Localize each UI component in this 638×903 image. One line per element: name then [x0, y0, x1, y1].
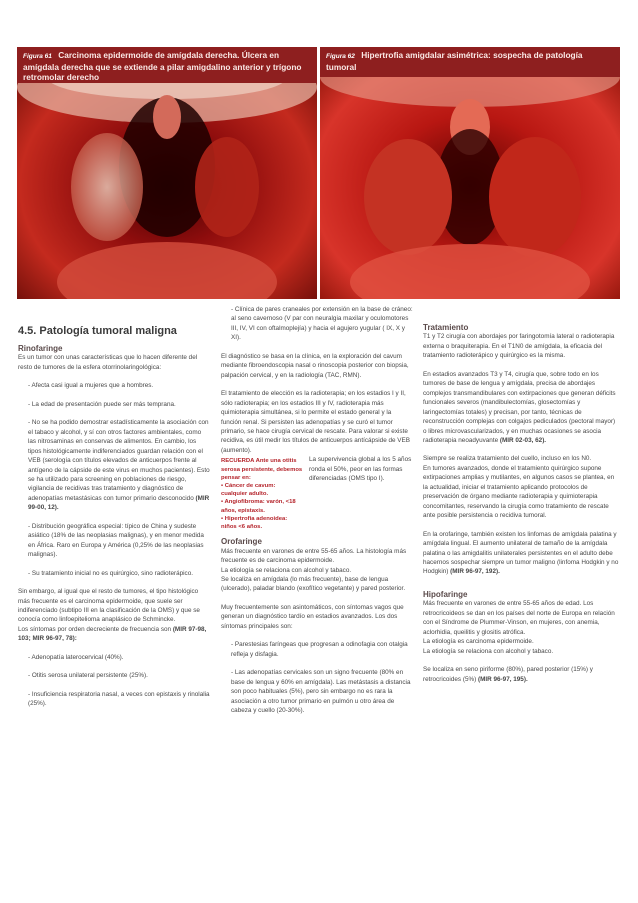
paragraph: Siempre se realiza tratamiento del cuello, incluso en los N0. — [423, 455, 592, 463]
figure-62-caption — [320, 50, 620, 72]
paragraph: Muy frecuentemente son asintomáticos, con síntomas vagos que generan un diagnóstico tardío en estadios avanzados. Los dos síntomas principales son: — [221, 603, 404, 630]
paragraph-text: En la orofaringe, también existen los linfomas de amígdala palatina y amígdala lingual. El aumento unilateral de tamaño de la amígdala palatina o las amigdalitis unilaterales persistentes en el adulto debe hacernos sospechar siempre un tumor maligno (linfoma Hodgkin y no Hodgkin) — [423, 530, 619, 576]
paragraph: La etiología se relaciona con alcohol y tabaco. — [221, 566, 352, 574]
bullet-item: - Parestesias faríngeas que progresan a odinofagia con otalgia refleja y disfagia. — [231, 641, 408, 658]
subheading-rinofaringe: Rinofaringe — [18, 344, 63, 353]
paragraph: En tumores avanzados, donde el tratamiento quirúrgico supone extirpaciones amplias y mutilantes, en algunos casos se plantea, en la actualidad, iniciar el tratamiento aplicando protocolos de preservación de órgano mediante radioterapia y quimioterapia concomitantes, reservando la cirugía como tratamiento de rescate ante posible persistencia o recidiva tumoral. — [423, 464, 615, 520]
subheading-orofaringe: Orofaringe — [221, 537, 262, 547]
column-3 — [423, 305, 619, 684]
paragraph: Sin embargo, al igual que el resto de tumores, el tipo histológico más frecuente es el carcinoma epidermoide, que suele ser indiferenciado (subtipo III en la clasificación de la OMS) y que se conocía como linfoepitelioma anaplásico de Schmincke. — [18, 588, 200, 624]
recuerda-box — [221, 457, 303, 531]
mir-reference: (MIR 96-97, 195). — [478, 675, 528, 683]
paragraph: Más frecuente en varones de entre 55-65 años. La histología más frecuente es de carcinoma epidermoide. — [221, 547, 407, 565]
subheading-tratamiento: Tratamiento — [423, 323, 469, 332]
paragraph: T1 y T2 cirugía con abordajes por faringotomía lateral o radioterapia externa o braquiterapia. En el T1N0 de amígdala, la eficacia del tratamiento radioterápico y quirúrgico es la misma. — [423, 333, 615, 360]
paragraph — [221, 389, 413, 455]
recuerda-item: • Cáncer de cavum: cualquier adulto. — [221, 482, 276, 498]
paragraph — [423, 530, 619, 577]
paragraph-text: En estadios avanzados T3 y T4, cirugía que, sobre todo en los tumores de base de lengua y amígdala, precisa de abordajes complejos transmandibulares con extirpaciones que generan déficits funcionales severos (mandibulectomías, glosectomías y laringectomías totales) y precisan, por tanto, técnicas de reconstrucción complejas con colgajos pediculados (pectoral mayor) o libres microvascularizados, y en muchas ocasiones se asocia radioterapia neoadyuvante — [423, 370, 616, 444]
recuerda-item: • Angiofibroma: varón, <18 años, epistaxis. — [221, 499, 296, 514]
figure-62-caption-text: Hipertrofia amigdalar asimétrica: sospecha de patología tumoral — [326, 50, 583, 72]
figure-61-caption — [17, 50, 317, 82]
figure-62-number: Figura 62 — [326, 53, 355, 60]
paragraph: Se localiza en amígdala (lo más frecuente), base de lengua (ulcerado), paladar blando (exofítico vegetante) y pared posterior. — [221, 575, 406, 593]
bullet-item: - Clínica de pares craneales por extensión en la base de cráneo: al seno cavernoso (V par con neuralgia maxilar y oculomotores III, IV, VI con oftalmoplejía) y hacia el agujero yugular ( IX, X y XI). — [231, 306, 413, 342]
paragraph: Es un tumor con unas características que lo hacen diferente del resto de tumores de la esfera otorrinolaringológica: — [18, 354, 198, 371]
paragraph — [423, 370, 619, 446]
figure-61-caption-text: Carcinoma epidermoide de amígdala derecha. Úlcera en amígdala derecha que se extiende a pilar amigdalino anterior y trígono retromolar derecho — [23, 50, 302, 82]
mir-reference: (MIR 96-97, 192). — [450, 568, 500, 576]
paragraph — [423, 665, 619, 684]
mir-reference: (MIR 99-00, 12). — [28, 494, 210, 512]
paragraph-text: El tratamiento de elección es la radioterapia; en los estadios I y II, sólo radioterapia; en los estadios III y IV, radioterapia más quimioterapia simultánea, si lo permite el estado general y la función renal. Si persisten las adenopatías y se curó el tumor primario, se hace cirugía cervical de rescate. Para valorar si existe recidiva, es útil medir los títulos de anticuerpos antícápside de VEB (aumento). — [221, 390, 411, 454]
throat-photo-right — [320, 47, 620, 299]
bullet-item: - Afecta casi igual a mujeres que a hombres. — [28, 382, 154, 390]
figure-62-caption-bar — [320, 47, 620, 77]
bullet-text: - No se ha podido demostrar estadísticamente la asociación con el tabaco y alcohol, y sí con otros factores ambientales, como las nitrosaminas en conservas de alimentos. En cambio, los tipos histológicamente indiferenciados guardan relación con el VEB (serología con títulos elevados de anticuerpos frente al antígeno de la cápside de este virus en muchos pacientes). Esto se ha utilizado para screening en poblaciones de riesgo, vigilancia de recidivas tras tratamiento y diagnóstico de adenopatías metastásicas con tumor primario desconocido — [28, 419, 210, 502]
paragraph — [18, 625, 210, 644]
bullet-item: - Su tratamiento inicial no es quirúrgico, sino radioterápico. — [28, 569, 194, 577]
paragraph-text: Los síntomas por orden decreciente de frecuencia son — [18, 625, 172, 633]
section-title: 4.5. Patología tumoral maligna — [18, 325, 177, 337]
column-2 — [221, 305, 413, 715]
figure-band — [0, 0, 638, 302]
bullet-item: - Distribución geográfica especial: típico de China y sudeste asiático (18% de las neoplasias malignas), y en menor medida en África. Raro en Europa y América (0,25% de las neoplasias malignas). — [28, 522, 204, 559]
paragraph: La etiología es carcinoma epidermoide. — [423, 638, 534, 646]
paragraph: Más frecuente en varones de entre 55-65 años de edad. Los retrocricoideos se dan en los países del norte de Europa en relación con el Síndrome de Plummer-Vinson, en mujeres, con anemia, aclorhidia, queilitis y glositis atrófica. — [423, 600, 615, 636]
subheading-hipofaringe: Hipofaringe — [423, 589, 468, 599]
bullet-item: - Las adenopatías cervicales son un signo frecuente (80% en base de lengua y 60% en amígdala). Las metástasis a distancia son poco habituales (5%), pero sin embargo no es rara la asociación a otro tumor primario en pulmón u otro área de cabeza y cuello (20-30%). — [231, 669, 411, 714]
figure-61-photo — [17, 47, 317, 299]
bullet-item: - Adenopatía laterocervical (40%). — [28, 653, 124, 661]
bullet-item: - Otitis serosa unilateral persistente (25%). — [28, 672, 148, 680]
paragraph: La supervivencia global a los 5 años ronda el 50%, peor en las formas diferenciadas (OMS tipo I). — [309, 456, 412, 483]
recuerda-heading: RECUERDA Ante una otitis serosa persistente, debemos pensar en: — [221, 458, 303, 481]
mir-reference: (MIR 97-98, 103; MIR 96-97, 78): — [18, 625, 207, 643]
column-1 — [18, 305, 210, 709]
mir-reference: (MIR 02-03, 62). — [499, 436, 547, 444]
bullet-item: - Insuficiencia respiratoria nasal, a veces con epistaxis y rinolalia (25%). — [28, 690, 210, 708]
paragraph: El diagnóstico se basa en la clínica, en la exploración del cavum mediante fibroendoscopia nasal o rinoscopia posterior con biopsia, palpación cervical, y en la radiología (TAC, RMN). — [221, 352, 409, 379]
throat-photo-left — [17, 47, 317, 299]
figure-61-number: Figura 61 — [23, 53, 52, 60]
recuerda-item: • Hipertrofia adenoidea: niños <6 años. — [221, 515, 288, 530]
paragraph: La etiología se relaciona con alcohol y tabaco. — [423, 647, 554, 655]
bullet-item: - La edad de presentación puede ser más temprana. — [28, 400, 176, 408]
paragraph-text: Se localiza en seno piriforme (80%), pared posterior (15%) y retrocricoides (5%) — [423, 666, 593, 683]
figure-61-caption-bar — [17, 47, 317, 83]
bullet-item — [28, 418, 210, 513]
figure-62-photo — [320, 47, 620, 299]
